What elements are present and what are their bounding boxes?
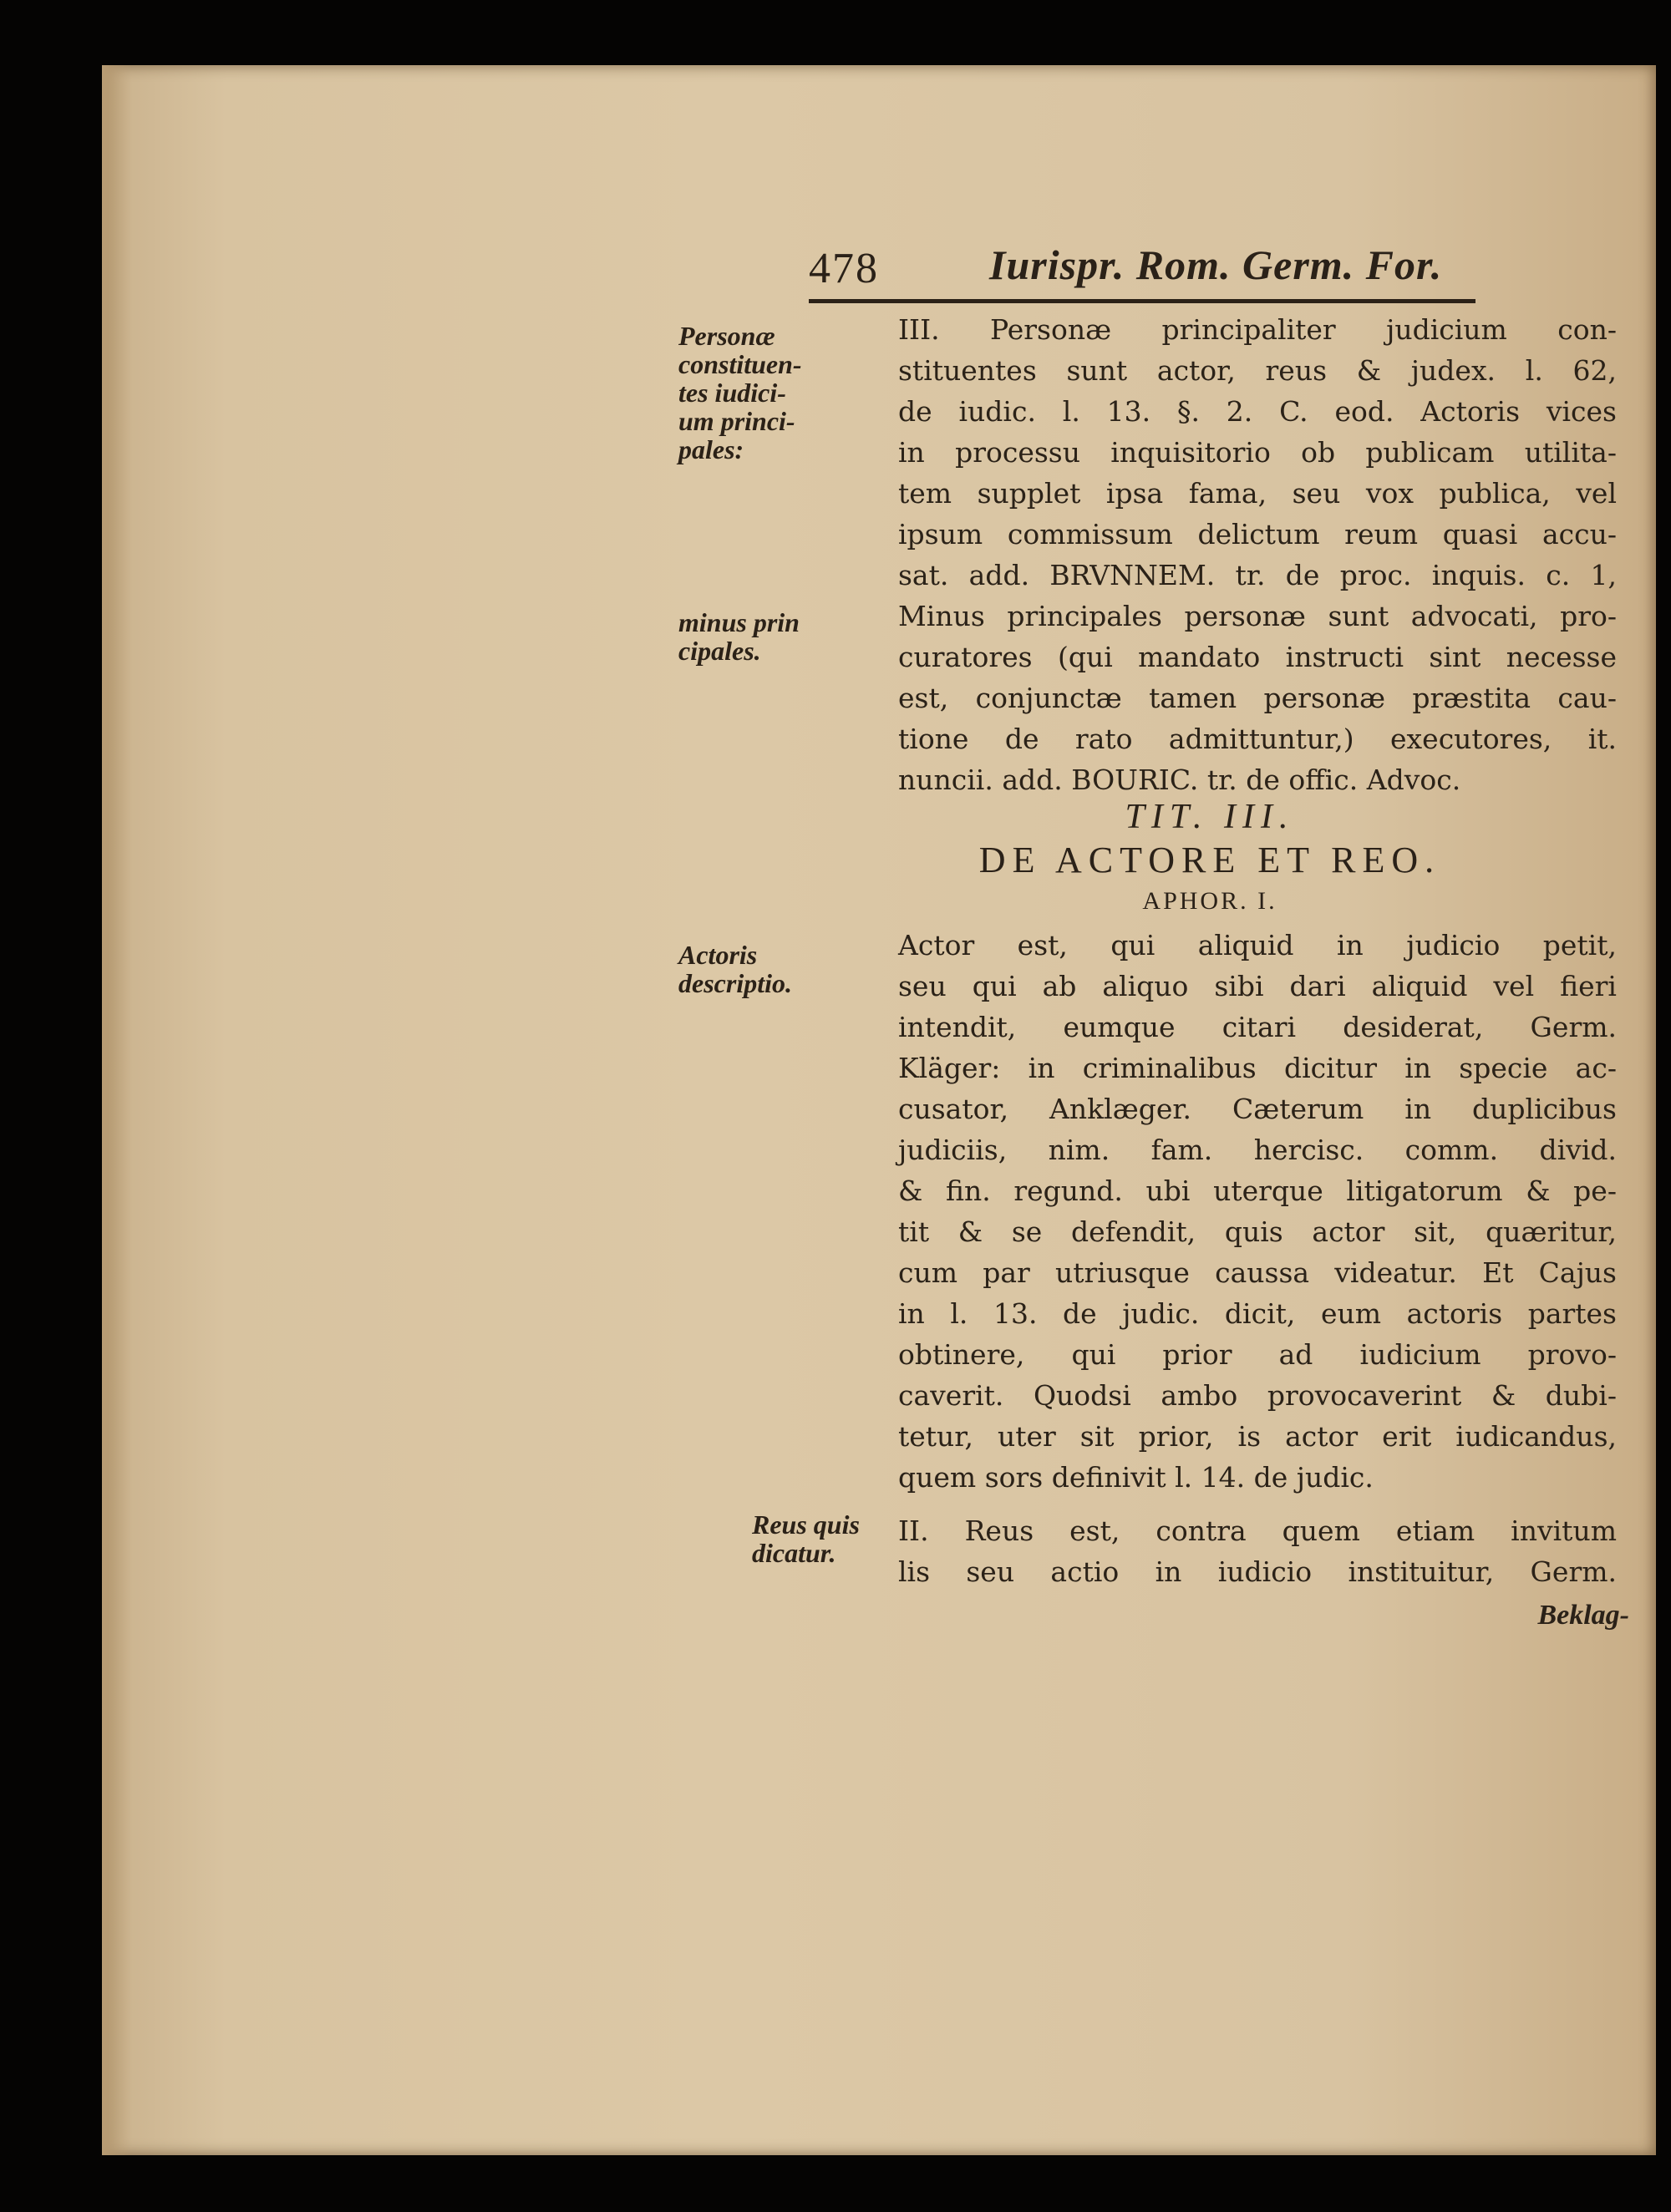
- marginal-line: pales:: [678, 434, 744, 464]
- marginal-note-reus: [752, 1510, 902, 1567]
- title-number: TIT. III.: [1125, 798, 1295, 836]
- marginal-line: dicatur.: [752, 1538, 836, 1568]
- text-line: curatores (qui mandato instructi sint necesse: [898, 641, 1617, 673]
- marginal-note-minus-principales: [678, 608, 829, 665]
- marginal-note-personae: [678, 322, 829, 464]
- paragraph-actor: [898, 925, 1617, 1498]
- marginal-line: Reus quis: [752, 1509, 860, 1540]
- catchword: Beklag-: [1537, 1600, 1629, 1631]
- aphorism-label: APHOR. I.: [1142, 887, 1277, 915]
- text-line: stituentes sunt actor, reus & judex. l. 62,: [898, 354, 1617, 387]
- text-line: intendit, eumque citari desiderat, Germ.: [898, 1011, 1617, 1043]
- marginal-line: cipales.: [678, 636, 761, 666]
- text-line: lis seu actio in iudicio instituitur, Germ.: [898, 1555, 1617, 1588]
- text-line: Actor est, qui aliquid in judicio petit,: [898, 929, 1617, 961]
- text-line: quem sors definivit l. 14. de judic.: [898, 1461, 1374, 1494]
- text-line: cum par utriusque caussa videatur. Et Cajus: [898, 1256, 1617, 1289]
- marginal-line: Personæ: [678, 321, 775, 351]
- section-heading: DE ACTORE ET REO.: [978, 840, 1441, 880]
- marginal-line: constituen-: [678, 349, 802, 379]
- text-line: seu qui ab aliquo sibi dari aliquid vel fieri: [898, 970, 1617, 1002]
- running-title: Iurispr. Rom. Germ. For.: [989, 241, 1443, 288]
- text-line: caverit. Quodsi ambo provocaverint & dubi-: [898, 1379, 1617, 1412]
- marginal-note-actoris: [678, 941, 829, 997]
- text-line: cusator, Anklæger. Cæterum in duplicibus: [898, 1093, 1617, 1125]
- text-line: ipsum commissum delictum reum quasi accu-: [898, 518, 1617, 550]
- marginal-line: minus prin: [678, 607, 800, 637]
- page-number: 478: [809, 245, 879, 292]
- marginal-line: um princi-: [678, 406, 795, 436]
- text-line: Minus principales personæ sunt advocati, pro-: [898, 600, 1617, 632]
- text-line: Kläger: in criminalibus dicitur in specie ac-: [898, 1052, 1617, 1084]
- paragraph-personae-principales: [898, 309, 1617, 596]
- marginal-line: Actoris: [678, 940, 758, 970]
- marginal-line: tes iudici-: [678, 378, 786, 408]
- text-line: judiciis, nim. fam. hercisc. comm. divid.: [898, 1134, 1617, 1166]
- text-line: in l. 13. de judic. dicit, eum actoris partes: [898, 1297, 1617, 1330]
- text-line: & fin. regund. ubi uterque litigatorum & pe-: [898, 1174, 1617, 1207]
- text-line: II. Reus est, contra quem etiam invitum: [898, 1514, 1617, 1547]
- text-line: tetur, uter sit prior, is actor erit iudicandus,: [898, 1420, 1617, 1453]
- text-line: est, conjunctæ tamen personæ præstita cau-: [898, 682, 1617, 714]
- text-line: tit & se defendit, quis actor sit, quæritur,: [898, 1215, 1617, 1248]
- header-rule: [809, 299, 1475, 303]
- paragraph-minus-principales: [898, 596, 1617, 800]
- marginal-line: descriptio.: [678, 968, 792, 998]
- page-gutter-shadow: [102, 65, 132, 2155]
- text-line: sat. add. BRVNNEM. tr. de proc. inquis. c. 1,: [898, 559, 1617, 591]
- text-line: obtinere, qui prior ad iudicium provo-: [898, 1338, 1617, 1371]
- text-line: III. Personæ principaliter judicium con-: [898, 313, 1617, 346]
- text-line: tem supplet ipsa fama, seu vox publica, vel: [898, 477, 1617, 510]
- text-line: nuncii. add. BOURIC. tr. de offic. Advoc.: [898, 764, 1461, 796]
- text-line: in processu inquisitorio ob publicam utilita-: [898, 436, 1617, 469]
- text-line: tione de rato admittuntur,) executores, it.: [898, 723, 1617, 755]
- running-head: [809, 177, 1609, 301]
- text-line: de iudic. l. 13. §. 2. C. eod. Actoris vices: [898, 395, 1617, 428]
- paragraph-reus: [898, 1510, 1617, 1592]
